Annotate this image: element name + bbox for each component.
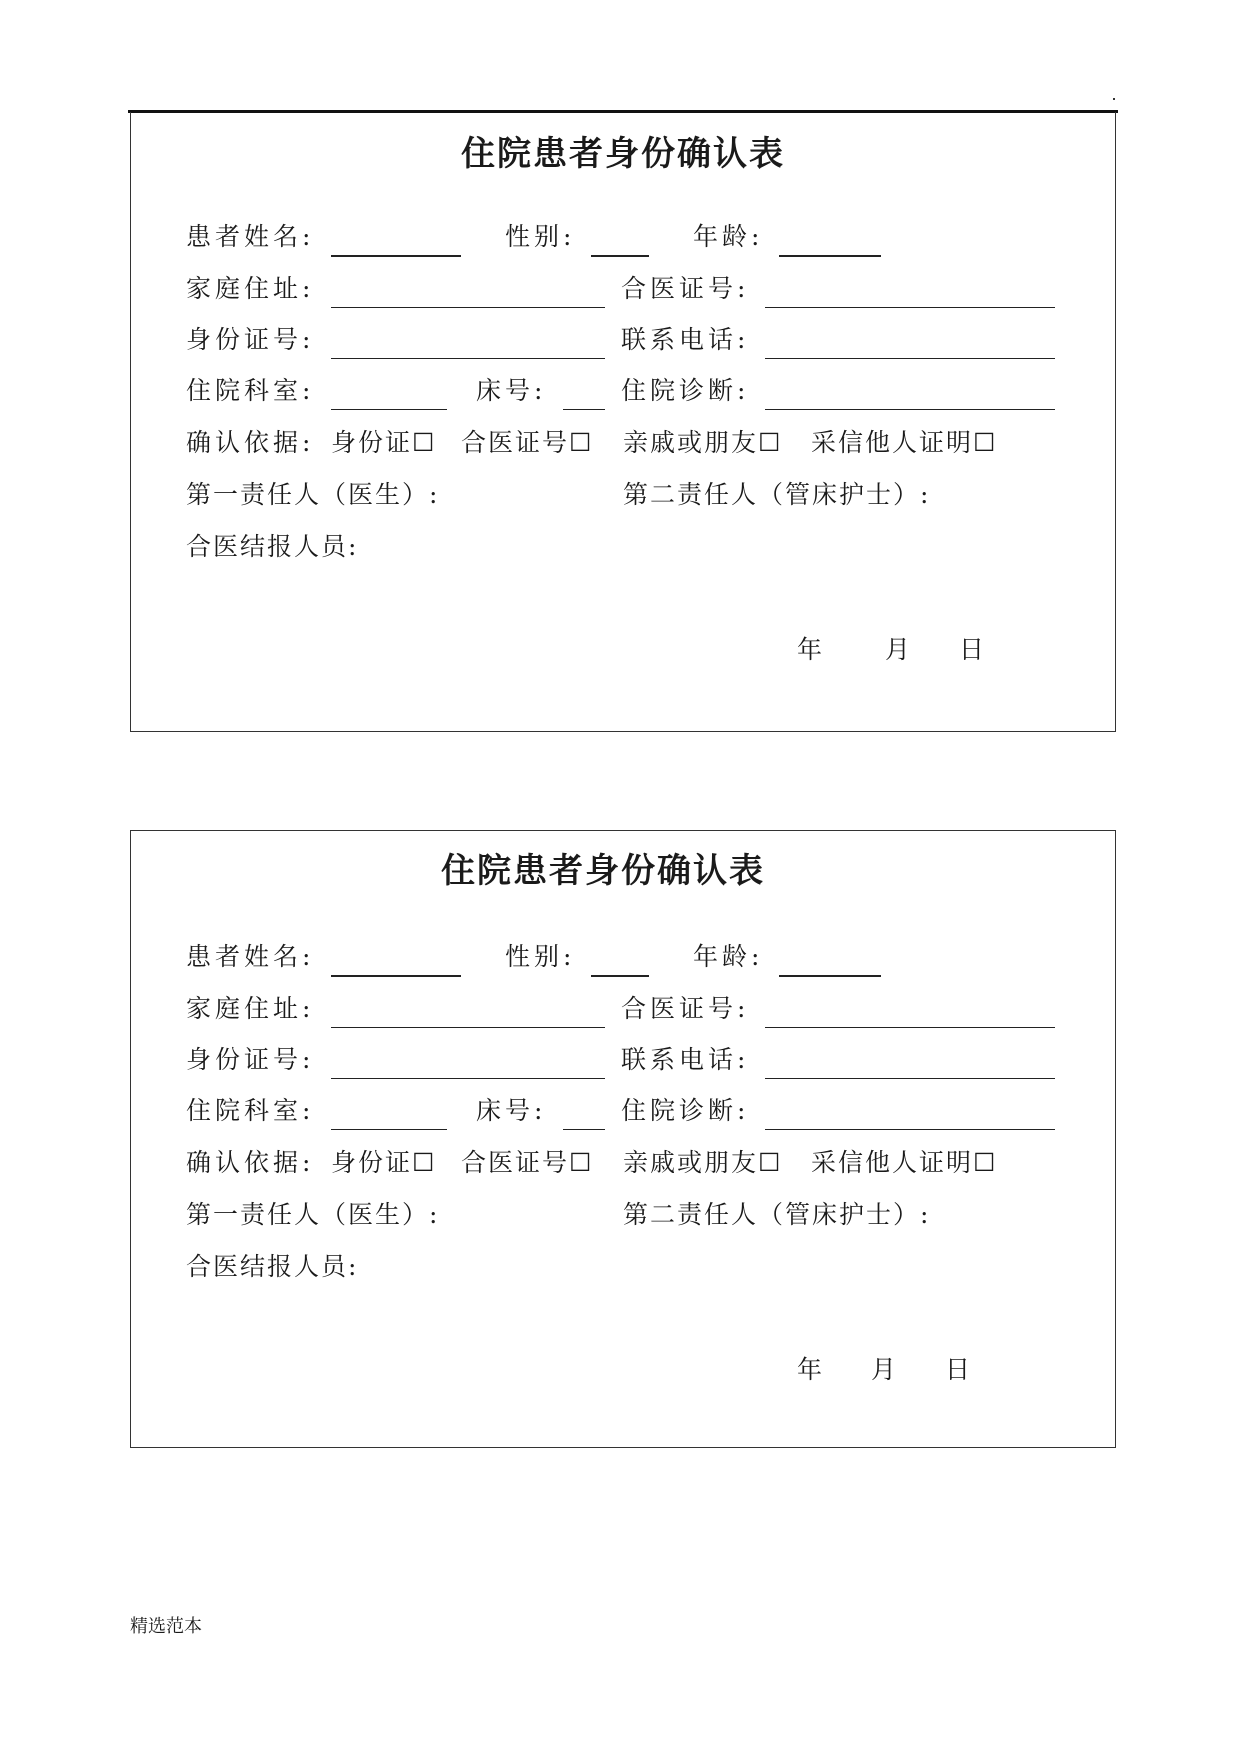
- patient-name-label: 患者姓名:: [186, 222, 315, 251]
- second-responsible-label: 第二责任人（管床护士）:: [623, 1200, 931, 1229]
- department-label: 住院科室:: [186, 376, 315, 405]
- bed-label: 床号:: [476, 376, 547, 405]
- date-year: 年: [797, 1355, 827, 1384]
- form-title: 住院患者身份确认表: [461, 134, 785, 174]
- gender-label: 性别:: [505, 222, 576, 251]
- insurance-no-field[interactable]: [765, 1027, 1055, 1028]
- corner-dot: [1113, 98, 1115, 100]
- department-field[interactable]: [331, 1129, 447, 1130]
- patient-name-field[interactable]: [331, 975, 461, 977]
- bed-field[interactable]: [563, 1129, 605, 1130]
- gender-field[interactable]: [591, 975, 649, 977]
- form-title: 住院患者身份确认表: [441, 851, 765, 891]
- diagnosis-field[interactable]: [765, 1129, 1055, 1130]
- basis-option-other-proof[interactable]: 采信他人证明☐: [811, 428, 998, 457]
- age-field[interactable]: [779, 255, 881, 257]
- insurance-no-field[interactable]: [765, 307, 1055, 308]
- bed-field[interactable]: [563, 409, 605, 410]
- address-field[interactable]: [331, 307, 605, 308]
- basis-option-relative[interactable]: 亲戚或朋友☐: [623, 1148, 783, 1177]
- department-field[interactable]: [331, 409, 447, 410]
- basis-option-insurance[interactable]: 合医证号☐: [461, 428, 594, 457]
- age-label: 年龄:: [693, 222, 764, 251]
- gender-label: 性别:: [505, 942, 576, 971]
- date-month: 月: [871, 1355, 901, 1384]
- address-label: 家庭住址:: [186, 994, 315, 1023]
- date-year: 年: [797, 635, 827, 664]
- department-label: 住院科室:: [186, 1096, 315, 1125]
- patient-name-label: 患者姓名:: [186, 942, 315, 971]
- second-responsible-label: 第二责任人（管床护士）:: [623, 480, 931, 509]
- diagnosis-label: 住院诊断:: [621, 376, 750, 405]
- footer-text: 精选范本: [130, 1616, 202, 1637]
- id-no-label: 身份证号:: [186, 1045, 315, 1074]
- basis-option-id-card[interactable]: 身份证☐: [331, 1148, 437, 1177]
- basis-label: 确认依据:: [186, 1148, 315, 1177]
- identity-form-2: [130, 830, 1116, 1448]
- phone-label: 联系电话:: [621, 325, 750, 354]
- basis-label: 确认依据:: [186, 428, 315, 457]
- patient-name-field[interactable]: [331, 255, 461, 257]
- identity-form-1: [130, 112, 1116, 732]
- gender-field[interactable]: [591, 255, 649, 257]
- reporter-label: 合医结报人员:: [186, 532, 359, 561]
- basis-option-other-proof[interactable]: 采信他人证明☐: [811, 1148, 998, 1177]
- id-no-field[interactable]: [331, 358, 605, 359]
- basis-option-id-card[interactable]: 身份证☐: [331, 428, 437, 457]
- id-no-field[interactable]: [331, 1078, 605, 1079]
- age-label: 年龄:: [693, 942, 764, 971]
- basis-option-relative[interactable]: 亲戚或朋友☐: [623, 428, 783, 457]
- date-day: 日: [959, 635, 989, 664]
- first-responsible-label: 第一责任人（医生）:: [186, 480, 440, 509]
- date-month: 月: [885, 635, 915, 664]
- reporter-label: 合医结报人员:: [186, 1252, 359, 1281]
- address-label: 家庭住址:: [186, 274, 315, 303]
- phone-field[interactable]: [765, 1078, 1055, 1079]
- id-no-label: 身份证号:: [186, 325, 315, 354]
- basis-option-insurance[interactable]: 合医证号☐: [461, 1148, 594, 1177]
- age-field[interactable]: [779, 975, 881, 977]
- phone-label: 联系电话:: [621, 1045, 750, 1074]
- insurance-no-label: 合医证号:: [621, 274, 750, 303]
- phone-field[interactable]: [765, 358, 1055, 359]
- insurance-no-label: 合医证号:: [621, 994, 750, 1023]
- first-responsible-label: 第一责任人（医生）:: [186, 1200, 440, 1229]
- date-day: 日: [945, 1355, 975, 1384]
- bed-label: 床号:: [476, 1096, 547, 1125]
- diagnosis-label: 住院诊断:: [621, 1096, 750, 1125]
- diagnosis-field[interactable]: [765, 409, 1055, 410]
- address-field[interactable]: [331, 1027, 605, 1028]
